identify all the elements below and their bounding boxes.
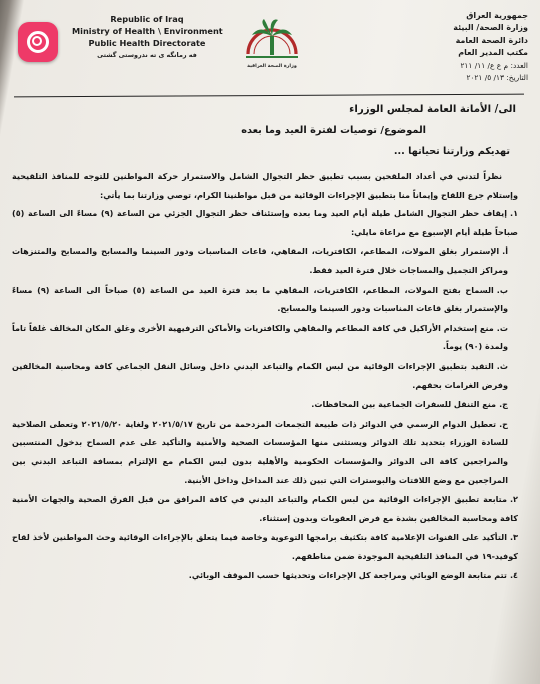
item-letter: ت. — [496, 322, 508, 333]
english-letterhead — [72, 14, 222, 62]
item-text: منع إستخدام الأراكيل في كافة المطاعم والمقاهي والكافتريات والأماكن الترفيهية الأخرى وغلق المكان المخالف غلقاً تاماً ولمدة (٩٠) يوماً. — [12, 322, 508, 352]
item-text: السماح بفتح المولات، المطاعم، الكافتريات، المقاهي ما بعد فترة العيد من الساعة (٥) صباحاً الى الساعة (٩) مساءً والإستمرار بغلق قاعات المناسبات ودور السينما والمسابح. — [12, 284, 508, 314]
subject-line: الموضوع/ توصيات لفترة العيد وما بعده — [241, 125, 426, 136]
letterhead-line: مكتب المدير العام — [458, 48, 528, 58]
numbered-item — [12, 528, 518, 565]
item-number: ٤. — [509, 570, 518, 581]
item-text: التقيد بتطبيق الإجراءات الوقائية من لبس الكمام والتباعد البدني داخل وسائل النقل الجماعي كافة ومحاسبة المخالفين وفرض الغرامات بحقهم. — [12, 360, 508, 390]
letterhead-line: Public Health Directorate — [88, 37, 206, 48]
ministry-of-health-logo — [234, 14, 310, 76]
item-text: التأكيد على القنوات الإعلامية كافة بتكثيف برامجها التوعوية وخاصة فيما يتعلق بالإجراءات الوقائية وحث المواطنين لأخذ لقاح كوفيد-١٩ في المنافذ التلقيحية الموجودة ضمن مناطقهم. — [12, 532, 518, 561]
logo-caption: وزارة الصحة العراقية — [247, 64, 297, 69]
item-letter: ب. — [496, 284, 508, 295]
letter-body — [12, 104, 518, 586]
item-letter: أ. — [502, 246, 508, 257]
intro-paragraph: نظراً لتدني في أعداد الملقحين بسبب تطبيق حظر التجوال الشامل والاستمرار حركة المواطنين للتوجه للمنافذ التلقيحية وإستلام جرع اللقاح وإيماناً منا بتطبيق الإجراءات الوقائية من قبل مواطنينا الكرام، توصي وزارتنا بما يأتي: — [12, 171, 518, 200]
item-letter: ج. — [499, 399, 508, 410]
item-text: متابعة تطبيق الإجراءات الوقائية من لبس الكمام والتباعد البدني في كافة المرافق من قبل الفرق الصحية والجهات الأمنية كافة ومحاسبة المخالفين بشدة مع فرض العقوبات وبدون إستثناء. — [12, 494, 518, 523]
letter-date: التاريخ: ١٣/ ٥/ ٢٠٢١ — [466, 73, 528, 83]
kurdish-letterhead-line: فه رمانگه ی ته ندروستی گشتی — [97, 51, 197, 60]
item-number: ٢. — [509, 494, 518, 505]
camera-dot — [32, 36, 42, 46]
lettered-item — [12, 395, 508, 414]
letterhead-line: جمهورية العراق — [466, 11, 528, 20]
letterhead-line: Ministry of Health \ Environment — [72, 25, 223, 36]
item-number: ١. — [509, 208, 519, 219]
letterhead-line: وزارة الصحة/ البيئة — [453, 23, 528, 33]
item-text: الإستمرار بغلق المولات، المطاعم، الكافتريات، المقاهي، قاعات المناسبات ودور السينما والمسابح والمسابح والمتنزهات ومراكز التجميل والمساجات خلال فترة العيد فقط. — [12, 246, 508, 275]
palm-trunk — [270, 36, 274, 55]
letterhead-line: دائرة الصحة العامة — [455, 35, 528, 45]
item-text: إيقاف حظر التجوال الشامل طيلة أيام العيد وما بعده وإستئناف حظر التجوال الجزئي من الساعة (٩) مساءً الى الساعة (٥) صباحاً طيلة أيام الإسبوع مع مراعاة مايلي: — [12, 208, 518, 237]
camera-app-icon[interactable] — [18, 22, 58, 62]
item-text: تتم متابعة الوضع الوبائي ومراجعة كل الإجراءات وتحديثها حسب الموقف الوبائي. — [188, 570, 507, 581]
letterhead-line: Republic of Iraq — [110, 14, 184, 24]
recipient-line: الى/ الأمانة العامة لمجلس الوزراء — [349, 104, 516, 115]
lettered-item — [12, 319, 508, 356]
item-text: تعطيل الدوام الرسمي في الدوائر ذات طبيعة التجمعات المزدحمة من تاريخ ٢٠٢١/٥/١٧ ولغاية ٢٠٢١/٥/٢٠ وتعطى الصلاحية للسادة الوزراء بتحديد تلك الدوائر ويستثنى منها المؤسسات الصحية والأمنية والتأكيد على عدم السماح بدخول المنتسبين والمراجعين كافة الى الدوائر والمؤسسات الحكومية والأهلية بدون لبس الكمام مع الإلتزام بمسافة التباعد البدني بين المراجعين مع وضع اللافتات والبوسترات التي تبين ذلك عند المداخل وداخل الأبنية. — [12, 418, 508, 485]
numbered-item — [12, 566, 518, 585]
item-text: منع التنقل للسفرات الجماعية بين المحافظات. — [311, 399, 497, 410]
item-letter: ث. — [496, 360, 508, 371]
lettered-item — [12, 415, 508, 489]
item-letter: ح. — [499, 418, 508, 429]
arabic-letterhead — [408, 10, 528, 84]
numbered-item — [12, 204, 518, 241]
greeting-line: تهديكم وزارتنا تحياتها ... — [393, 146, 510, 157]
item-number: ٣. — [509, 532, 518, 543]
lettered-item — [12, 357, 508, 394]
lettered-item — [12, 242, 508, 279]
logo-graphic — [234, 14, 310, 64]
numbered-item — [12, 490, 518, 527]
reference-number: العدد: م ع ع/ ١١/ ٢١١ — [460, 60, 528, 70]
lettered-item — [12, 281, 508, 318]
